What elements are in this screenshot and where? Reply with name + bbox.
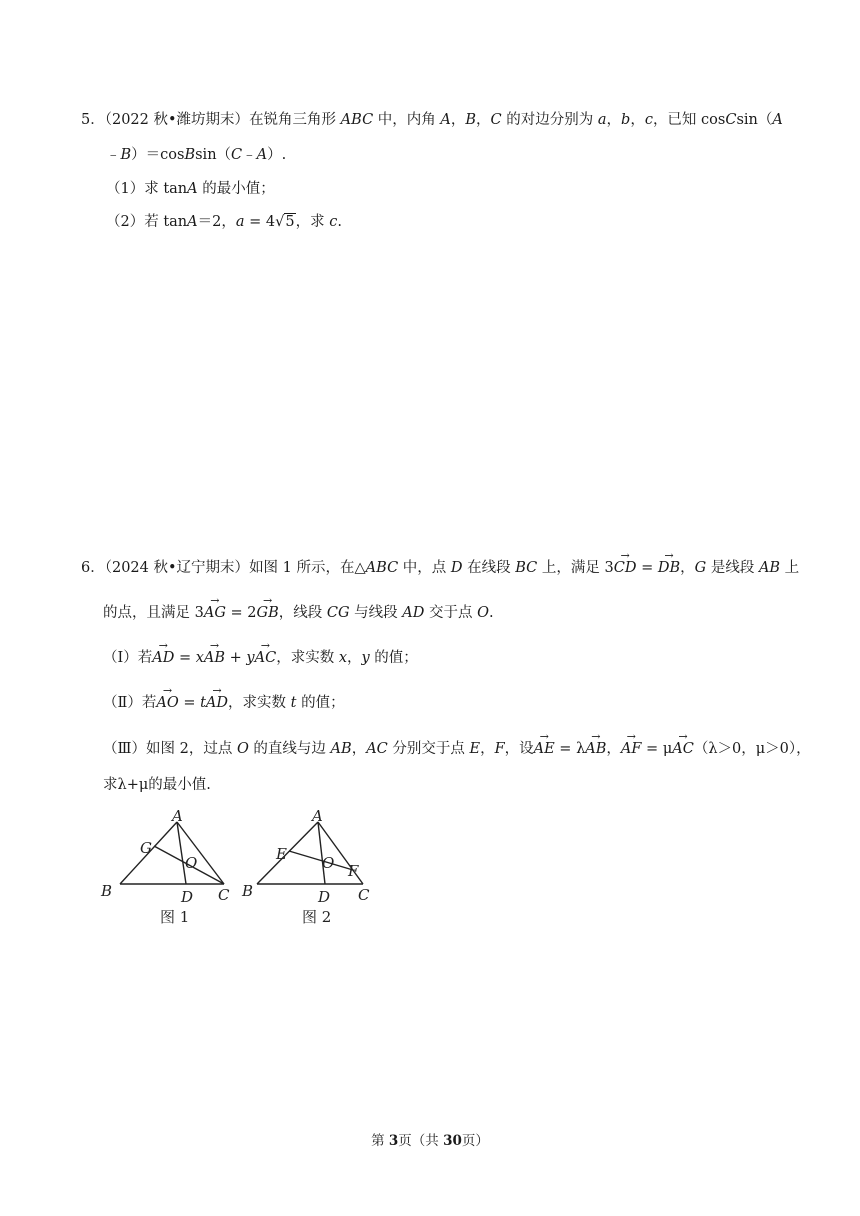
vector: → AC — [255, 648, 277, 668]
text: 在锐角三角形 — [249, 112, 341, 128]
label-b: B — [242, 882, 254, 900]
text: ， — [347, 650, 362, 666]
label-f: F — [348, 862, 359, 880]
text: 是线段 — [706, 560, 759, 576]
q6-line5 — [103, 775, 211, 795]
label-c: C — [358, 886, 370, 904]
math: = μ — [641, 741, 673, 757]
q6-part2 — [103, 693, 345, 713]
math: B — [120, 147, 132, 163]
vector: → AB — [585, 739, 606, 759]
math: y — [361, 650, 370, 666]
text: （2）若 tan — [106, 214, 188, 230]
label-a: A — [172, 807, 183, 825]
q6-part3 — [103, 739, 811, 759]
text: ，设 — [504, 741, 534, 757]
math: y — [246, 650, 255, 666]
math: A — [187, 181, 198, 197]
label-d: D — [181, 888, 194, 906]
vector: → AO — [156, 693, 178, 713]
text: 中，点 — [398, 560, 451, 576]
math: O — [477, 605, 489, 621]
math: G — [694, 560, 707, 576]
text: 与线段 — [349, 605, 403, 621]
vector: → DB — [658, 558, 680, 578]
vector: → AD — [206, 693, 228, 713]
label-e: E — [276, 845, 287, 863]
text: . — [337, 214, 342, 230]
text: ， — [450, 112, 466, 128]
math: A — [187, 214, 198, 230]
text: ）. — [267, 147, 287, 163]
figure-1 — [120, 822, 224, 884]
math: = — [178, 695, 201, 711]
math: BC — [515, 560, 538, 576]
text: （1）求 tan — [106, 181, 188, 197]
vector: → AG — [204, 603, 226, 623]
label-c: C — [218, 886, 230, 904]
q6-line2 — [103, 603, 494, 623]
text: ， — [476, 112, 491, 128]
text: ，线段 — [278, 605, 327, 621]
math: a — [235, 214, 245, 230]
q6-number: 6． — [81, 560, 105, 576]
vector: → AB — [204, 648, 225, 668]
text: （λ＞0，μ＞0）， — [693, 741, 811, 757]
label-d: D — [318, 888, 331, 906]
text: 上，满足 3 — [537, 560, 614, 576]
text: （Ⅲ）如图 2，过点 — [103, 741, 237, 757]
text: sin（ — [195, 147, 232, 163]
math: = — [174, 650, 196, 666]
vector: → AF — [621, 739, 642, 759]
text: 的对边分别为 — [501, 112, 598, 128]
text: （Ⅰ）若 — [103, 650, 153, 666]
math: C — [490, 112, 502, 128]
vector: → AE — [534, 739, 555, 759]
math: C — [725, 112, 737, 128]
text: . — [488, 605, 494, 621]
label-b: B — [101, 882, 113, 900]
text: 的直线与边 — [248, 741, 331, 757]
math: c — [329, 214, 338, 230]
math: D — [450, 560, 463, 576]
text: ，已知 cos — [652, 112, 726, 128]
text: ﹣ — [106, 147, 121, 163]
text: 的值； — [369, 650, 418, 666]
text: 求λ+μ的最小值. — [103, 777, 211, 793]
q6-source: （2024 秋•辽宁期末） — [104, 560, 250, 576]
text: 上 — [780, 560, 800, 576]
side-ab — [257, 822, 318, 884]
math: E — [469, 741, 481, 757]
footer-text: 第 — [371, 1133, 389, 1149]
vector: → AC — [672, 739, 694, 759]
math: t — [290, 695, 297, 711]
text: ， — [680, 560, 695, 576]
page-total: 30 — [443, 1133, 462, 1149]
text: ， — [480, 741, 495, 757]
text: （Ⅱ）若 — [103, 695, 157, 711]
q5-number: 5． — [81, 112, 105, 128]
text: 中，内角 — [373, 112, 441, 128]
triangle-figures — [96, 806, 376, 930]
figure-2-labels — [241, 807, 370, 926]
math: A — [772, 112, 783, 128]
text: ）＝cos — [131, 147, 185, 163]
math: AB — [758, 560, 781, 576]
math: ABC — [340, 112, 374, 128]
text: ＝2， — [197, 214, 236, 230]
footer-text: 页） — [461, 1133, 489, 1149]
math: B — [184, 147, 196, 163]
math: CG — [326, 605, 350, 621]
math: A — [256, 147, 268, 163]
math: O — [236, 741, 249, 757]
math: = 2 — [225, 605, 257, 621]
math: F — [494, 741, 505, 757]
text: sin（ — [736, 112, 773, 128]
text: 交于点 — [424, 605, 478, 621]
vector: → GB — [257, 603, 279, 623]
math: = λ — [554, 741, 586, 757]
label-a: A — [312, 807, 323, 825]
q5-source: （2022 秋•潍坊期末） — [104, 112, 250, 128]
text: ， — [606, 741, 621, 757]
text: ，求实数 — [228, 695, 291, 711]
sqrt-symbol: √ — [275, 214, 285, 230]
math: = 4 — [244, 214, 276, 230]
math: B — [465, 112, 477, 128]
text: 的点，且满足 3 — [103, 605, 204, 621]
q5-part1 — [106, 179, 275, 199]
vector: → AD — [152, 648, 174, 668]
math: b — [621, 112, 631, 128]
math: + — [225, 650, 247, 666]
q6-line1 — [81, 558, 799, 578]
math: a — [597, 112, 607, 128]
math: AC — [366, 741, 388, 757]
sqrt-radicand: 5 — [285, 214, 295, 230]
text: ， — [630, 112, 645, 128]
math: x — [195, 650, 204, 666]
q5-line1 — [81, 110, 783, 130]
text: 如图 1 所示，在△ — [249, 560, 366, 576]
math: C — [231, 147, 243, 163]
text: ，求 — [295, 214, 330, 230]
text: 的值； — [296, 695, 345, 711]
math: A — [440, 112, 451, 128]
text: 的最小值； — [197, 181, 275, 197]
math: t — [200, 695, 206, 711]
label-o: O — [185, 854, 198, 872]
label-o: O — [322, 854, 335, 872]
text: ﹣ — [242, 147, 257, 163]
footer-text: 页（共 — [398, 1133, 444, 1149]
figure-2-caption: 图 2 — [302, 908, 332, 926]
figure-1-caption: 图 1 — [160, 908, 190, 926]
vector: → CD — [614, 558, 637, 578]
text: ，求实数 — [276, 650, 339, 666]
page-footer — [0, 1129, 860, 1149]
math: AB — [330, 741, 352, 757]
text: ， — [351, 741, 367, 757]
math: x — [338, 650, 347, 666]
math: AD — [402, 605, 425, 621]
q5-part2 — [106, 212, 342, 232]
text: ， — [606, 112, 622, 128]
page-number: 3 — [388, 1133, 399, 1149]
text: 在线段 — [462, 560, 516, 576]
math: ABC — [365, 560, 399, 576]
q6-part1 — [103, 648, 418, 668]
text: 分别交于点 — [387, 741, 470, 757]
math: c — [644, 112, 653, 128]
label-g: G — [140, 839, 152, 857]
math: = — [636, 560, 658, 576]
q5-line2 — [106, 145, 286, 165]
